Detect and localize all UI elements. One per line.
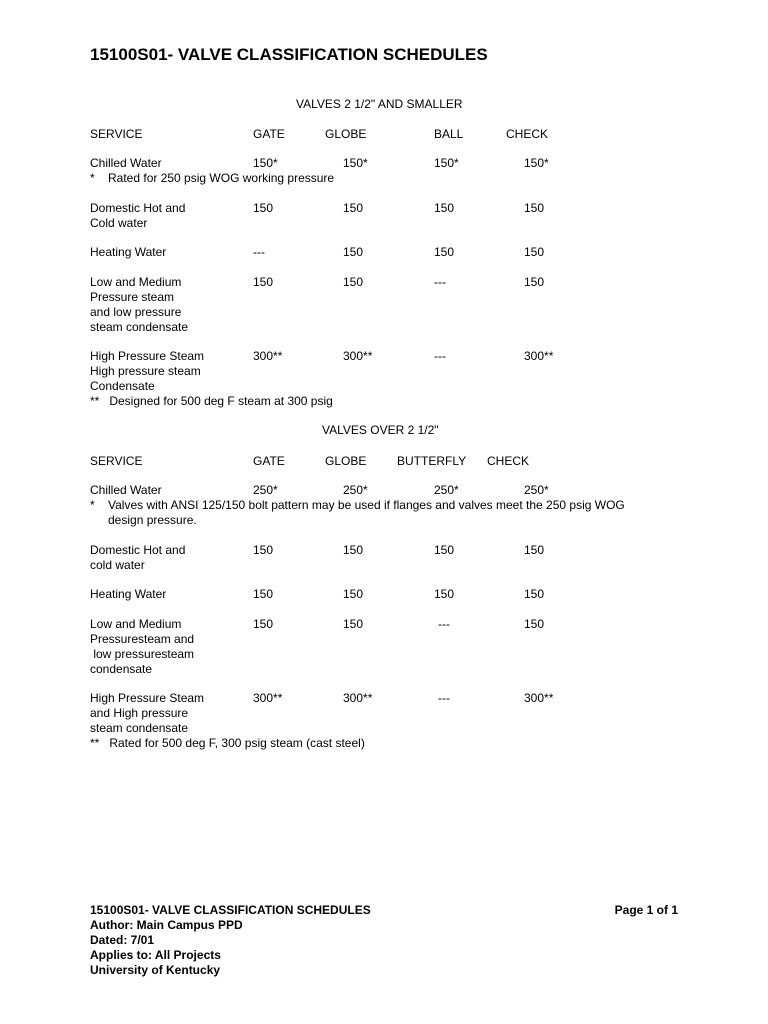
s1-row0-ball: 150*	[434, 156, 459, 170]
s1-row1-gate: 150	[253, 201, 274, 215]
s2-note2: ** Rated for 500 deg F, 300 psig steam (cast steel)	[90, 736, 365, 750]
footer-dated: Dated: 7/01	[90, 933, 155, 947]
s1-row3-gate: 150	[253, 275, 274, 289]
s2-row3-butterfly: ---	[438, 617, 450, 631]
s1-row2-ball: 150	[434, 245, 455, 259]
s1-row4-service-1: High pressure steam	[90, 364, 201, 378]
s2-row3-gate: 150	[253, 617, 274, 631]
s1-row3-service-0: Low and Medium	[90, 275, 182, 289]
s1-row3-check: 150	[524, 275, 545, 289]
s2-row2-globe: 150	[343, 587, 364, 601]
col-header-globe: GLOBE	[325, 127, 367, 141]
s1-row1-globe: 150	[343, 201, 364, 215]
s1-row3-ball: ---	[434, 275, 446, 289]
s1-note1: * Rated for 250 psig WOG working pressure	[90, 171, 335, 185]
s2-row1-check: 150	[524, 543, 545, 557]
s1-row0-service-0: Chilled Water	[90, 156, 162, 170]
col-header-ball: BALL	[434, 127, 464, 141]
s2-row4-gate: 300**	[253, 691, 283, 705]
s2-row4-globe: 300**	[343, 691, 373, 705]
s2-row2-butterfly: 150	[434, 587, 455, 601]
s1-row0-gate: 150*	[253, 156, 278, 170]
col-header-globe-2: GLOBE	[325, 454, 367, 468]
s2-row0-check: 250*	[524, 483, 549, 497]
s2-row2-service-0: Heating Water	[90, 587, 167, 601]
s2-row1-service-0: Domestic Hot and	[90, 543, 186, 557]
col-header-check-2: CHECK	[487, 454, 530, 468]
col-header-gate: GATE	[253, 127, 285, 141]
s2-note1-line2: design pressure.	[108, 513, 197, 527]
col-header-service-2: SERVICE	[90, 454, 143, 468]
footer-org: University of Kentucky	[90, 963, 221, 977]
s1-row1-service-0: Domestic Hot and	[90, 201, 186, 215]
s1-row4-service-2: Condensate	[90, 379, 155, 393]
s1-row2-service-0: Heating Water	[90, 245, 167, 259]
footer-doc-title: 15100S01- VALVE CLASSIFICATION SCHEDULES	[90, 903, 371, 917]
s2-note1-line1: * Valves with ANSI 125/150 bolt pattern may be used if flanges and valves meet the 250 psig WOG	[90, 498, 625, 512]
col-header-service: SERVICE	[90, 127, 143, 141]
s1-row1-service-1: Cold water	[90, 216, 148, 230]
s1-row1-check: 150	[524, 201, 545, 215]
s1-row4-ball: ---	[434, 349, 446, 363]
s2-row0-globe: 250*	[343, 483, 368, 497]
s2-row2-gate: 150	[253, 587, 274, 601]
s2-row3-service-1: Pressuresteam and	[90, 632, 195, 646]
s2-row4-butterfly: ---	[438, 691, 450, 705]
s2-row4-service-1: and High pressure	[90, 706, 189, 720]
page-title: 15100S01- VALVE CLASSIFICATION SCHEDULES	[90, 45, 488, 64]
s1-row0-check: 150*	[524, 156, 549, 170]
s2-row0-service-0: Chilled Water	[90, 483, 162, 497]
section2-heading: VALVES OVER 2 1/2"	[322, 423, 439, 437]
s2-row3-check: 150	[524, 617, 545, 631]
s1-row2-check: 150	[524, 245, 545, 259]
s2-row4-service-2: steam condensate	[90, 721, 189, 735]
s1-row4-globe: 300**	[343, 349, 373, 363]
s2-row3-service-0: Low and Medium	[90, 617, 182, 631]
s1-row4-check: 300**	[524, 349, 554, 363]
s1-row3-service-3: steam condensate	[90, 320, 189, 334]
s2-row1-butterfly: 150	[434, 543, 455, 557]
s2-row0-butterfly: 250*	[434, 483, 459, 497]
footer-applies: Applies to: All Projects	[90, 948, 221, 962]
s2-row1-globe: 150	[343, 543, 364, 557]
s1-row0-globe: 150*	[343, 156, 368, 170]
s1-row2-globe: 150	[343, 245, 364, 259]
col-header-gate-2: GATE	[253, 454, 285, 468]
s1-row4-gate: 300**	[253, 349, 283, 363]
s1-row3-service-1: Pressure steam	[90, 290, 175, 304]
s2-row3-globe: 150	[343, 617, 364, 631]
s2-row2-check: 150	[524, 587, 545, 601]
s1-row2-gate: ---	[253, 245, 265, 259]
s2-row1-service-1: cold water	[90, 558, 145, 572]
footer-author: Author: Main Campus PPD	[90, 918, 243, 932]
s1-row3-globe: 150	[343, 275, 364, 289]
col-header-butterfly: BUTTERFLY	[397, 454, 467, 468]
s1-row3-service-2: and low pressure	[90, 305, 182, 319]
s2-row1-gate: 150	[253, 543, 274, 557]
s2-row3-service-2: low pressuresteam	[90, 647, 195, 661]
s1-row1-ball: 150	[434, 201, 455, 215]
s2-row4-check: 300**	[524, 691, 554, 705]
s1-note2: ** Designed for 500 deg F steam at 300 psig	[90, 394, 333, 408]
s2-row3-service-3: condensate	[90, 662, 153, 676]
s2-row4-service-0: High Pressure Steam	[90, 691, 205, 705]
col-header-check: CHECK	[506, 127, 549, 141]
footer-page-number: Page 1 of 1	[614, 903, 678, 917]
s2-row0-gate: 250*	[253, 483, 278, 497]
section1-heading: VALVES 2 1/2" AND SMALLER	[296, 97, 463, 111]
s1-row4-service-0: High Pressure Steam	[90, 349, 205, 363]
